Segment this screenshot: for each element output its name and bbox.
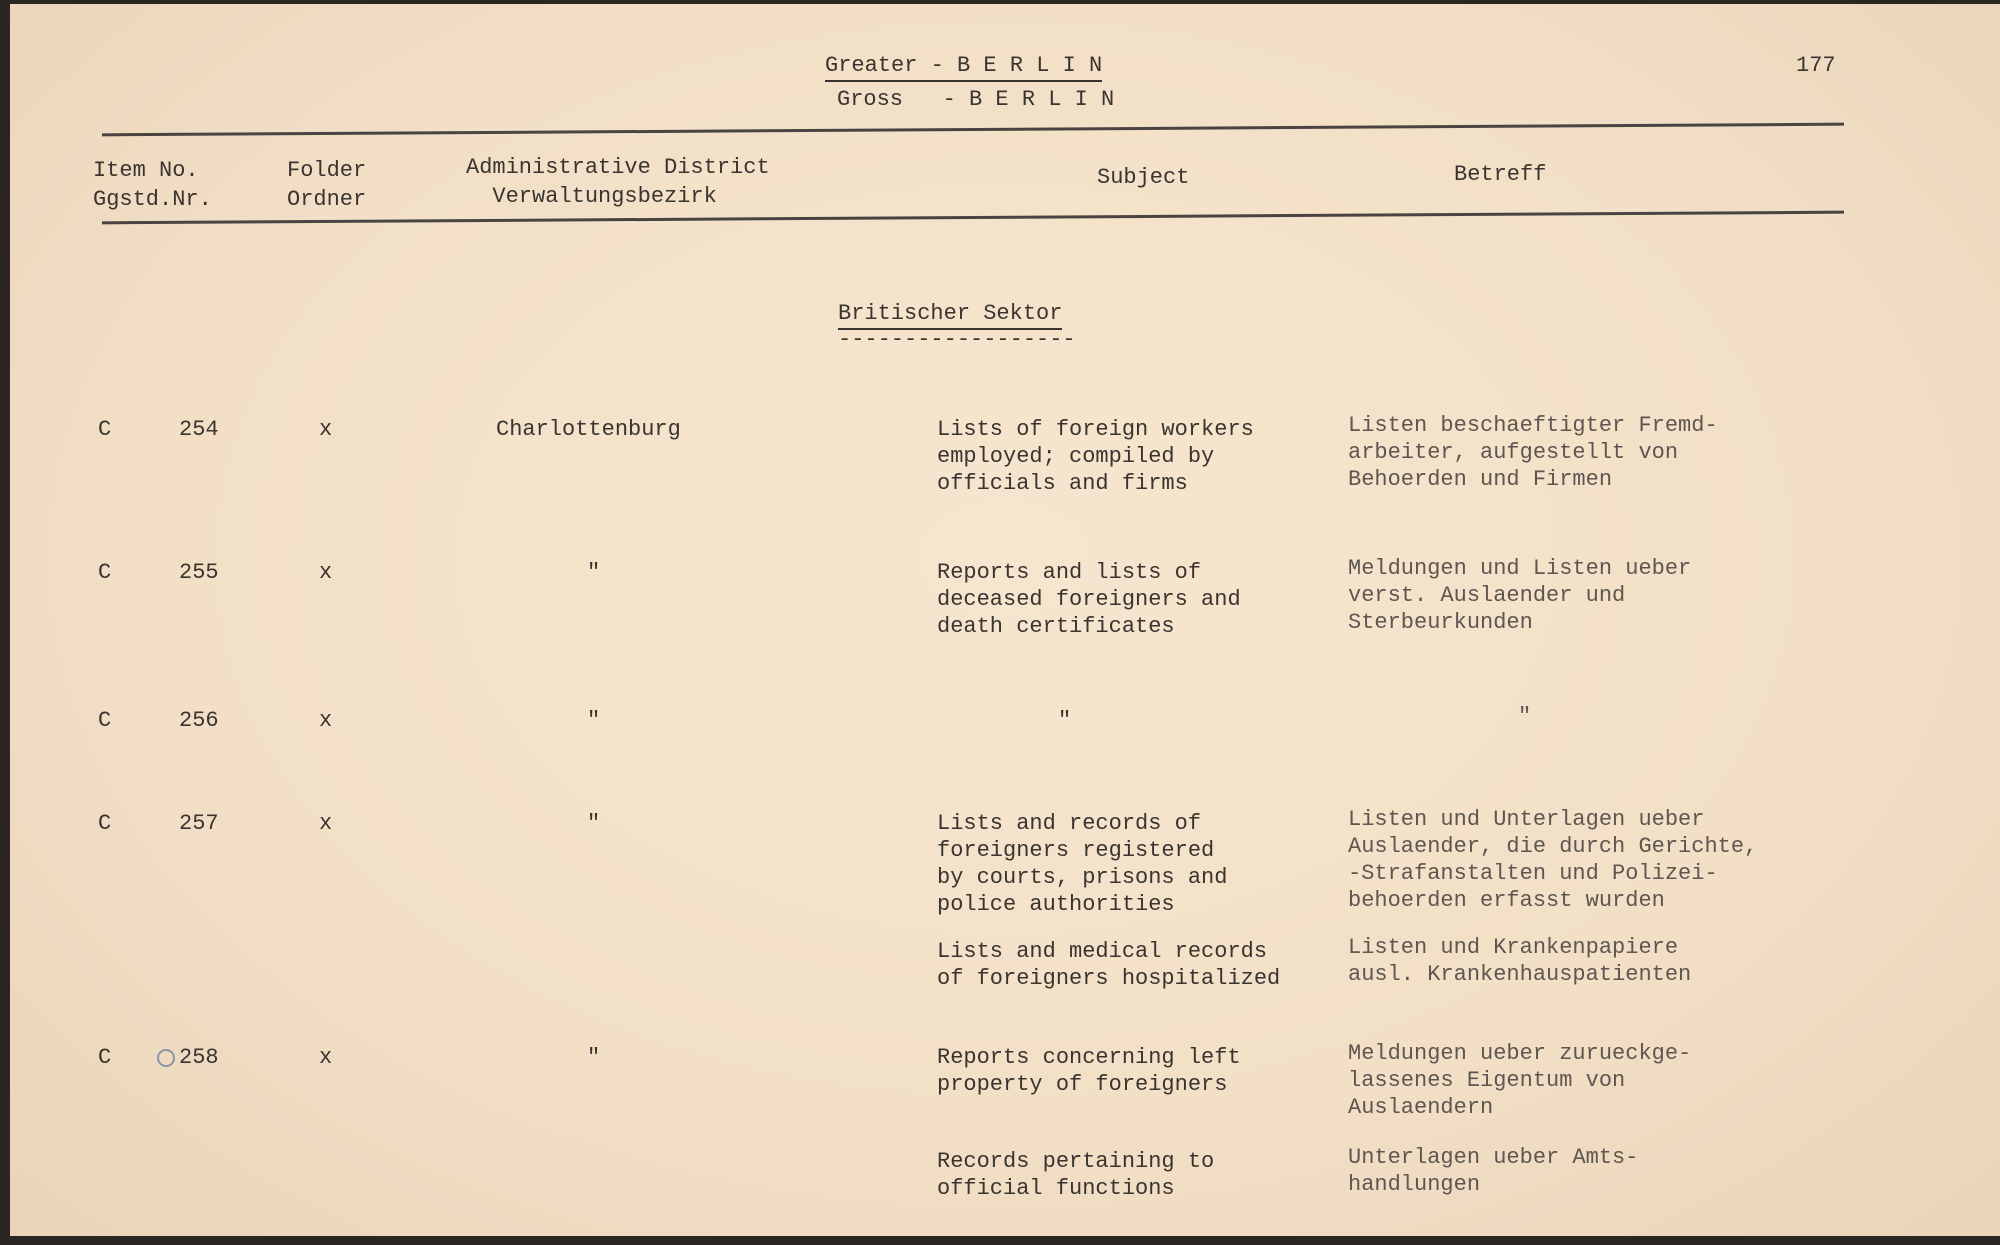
subject-cell — [937, 1044, 1241, 1098]
subject-line: " — [1058, 708, 1072, 733]
betreff-line: Listen beschaeftigter Fremd- — [1348, 413, 1718, 438]
betreff-line: arbeiter, aufgestellt von — [1348, 440, 1679, 465]
header-district-en: Administrative District — [466, 155, 770, 180]
header-betreff: Betreff — [1454, 162, 1547, 187]
folder-mark: x — [319, 811, 333, 836]
betreff-line: Unterlagen ueber Amts- — [1348, 1145, 1639, 1170]
subject-line: deceased foreigners and — [937, 587, 1241, 612]
betreff-line: Meldungen und Listen ueber — [1348, 556, 1692, 581]
subject-line: Lists of foreign workers — [937, 417, 1254, 442]
district: " — [587, 560, 601, 585]
betreff-line: ausl. Krankenhauspatienten — [1348, 962, 1692, 987]
item-number: 255 — [179, 560, 219, 585]
subject-cell — [937, 810, 1227, 918]
folder-mark: x — [319, 1045, 333, 1070]
folder-mark: x — [319, 560, 333, 585]
header-subject: Subject — [1097, 165, 1190, 190]
header-district-de: Verwaltungsbezirk — [466, 184, 717, 209]
subject-cell — [937, 559, 1241, 640]
item-number: 254 — [179, 417, 219, 442]
betreff-line: Behoerden und Firmen — [1348, 467, 1613, 492]
betreff-cell — [1348, 1040, 1691, 1121]
section-title: Britischer Sektor — [838, 300, 1062, 330]
subject-cell — [937, 938, 1280, 992]
betreff-line: " — [1518, 704, 1532, 729]
betreff-cell — [1348, 555, 1691, 636]
betreff-cell — [1518, 703, 1531, 730]
subject-line: employed; compiled by — [937, 444, 1215, 469]
header-item-no-de: Ggstd.Nr. — [93, 187, 212, 212]
subject-line: Reports and lists of — [937, 560, 1202, 585]
betreff-cell — [1348, 806, 1757, 914]
betreff-line: verst. Auslaender und — [1348, 583, 1626, 608]
page-number: 177 — [1796, 53, 1836, 78]
subject-line: property of foreigners — [937, 1072, 1228, 1097]
district: " — [587, 708, 601, 733]
betreff-line: Meldungen ueber zurueckge- — [1348, 1041, 1692, 1066]
betreff-cell — [1348, 1144, 1638, 1198]
betreff-line: Sterbeurkunden — [1348, 610, 1533, 635]
subject-line: Lists and records of — [937, 811, 1202, 836]
item-letter: C — [98, 417, 112, 442]
pencil-circle-mark — [157, 1049, 175, 1067]
section-underline: ------------------ — [838, 327, 1076, 352]
item-number: 257 — [179, 811, 219, 836]
header-item-no-en: Item No. — [93, 158, 199, 183]
item-number: 256 — [179, 708, 219, 733]
item-number: 258 — [179, 1045, 219, 1070]
district: Charlottenburg — [496, 417, 681, 442]
document-page — [10, 4, 2000, 1236]
betreff-line: -Strafanstalten und Polizei- — [1348, 861, 1718, 886]
subject-line: Lists and medical records — [937, 939, 1268, 964]
betreff-line: Listen und Unterlagen ueber — [1348, 807, 1705, 832]
subject-line: of foreigners hospitalized — [937, 966, 1281, 991]
header-folder-de: Ordner — [287, 187, 367, 212]
subject-line: Records pertaining to — [937, 1149, 1215, 1174]
district: " — [587, 811, 601, 836]
folder-mark: x — [319, 708, 333, 733]
betreff-cell — [1348, 412, 1718, 493]
subject-line: death certificates — [937, 614, 1175, 639]
betreff-line: Listen und Krankenpapiere — [1348, 935, 1679, 960]
betreff-line: lassenes Eigentum von — [1348, 1068, 1626, 1093]
district: " — [587, 1045, 601, 1070]
header-folder-en: Folder — [287, 158, 367, 183]
header-top-rule — [102, 123, 1844, 137]
title-english: Greater - B E R L I N — [825, 52, 1102, 82]
subject-cell — [1058, 707, 1071, 734]
subject-line: by courts, prisons and — [937, 865, 1228, 890]
item-letter: C — [98, 1045, 112, 1070]
item-letter: C — [98, 708, 112, 733]
folder-mark: x — [319, 417, 333, 442]
betreff-line: behoerden erfasst wurden — [1348, 888, 1665, 913]
betreff-line: handlungen — [1348, 1172, 1481, 1197]
betreff-cell — [1348, 934, 1691, 988]
item-letter: C — [98, 811, 112, 836]
subject-line: foreigners registered — [937, 838, 1215, 863]
subject-cell — [937, 416, 1254, 497]
title-german: Gross - B E R L I N — [837, 87, 1115, 112]
subject-line: official functions — [937, 1176, 1175, 1201]
subject-line: Reports concerning left — [937, 1045, 1241, 1070]
subject-cell — [937, 1148, 1214, 1202]
subject-line: police authorities — [937, 892, 1175, 917]
item-letter: C — [98, 560, 112, 585]
betreff-line: Auslaender, die durch Gerichte, — [1348, 834, 1758, 859]
betreff-line: Auslaendern — [1348, 1095, 1494, 1120]
subject-line: officials and firms — [937, 471, 1188, 496]
